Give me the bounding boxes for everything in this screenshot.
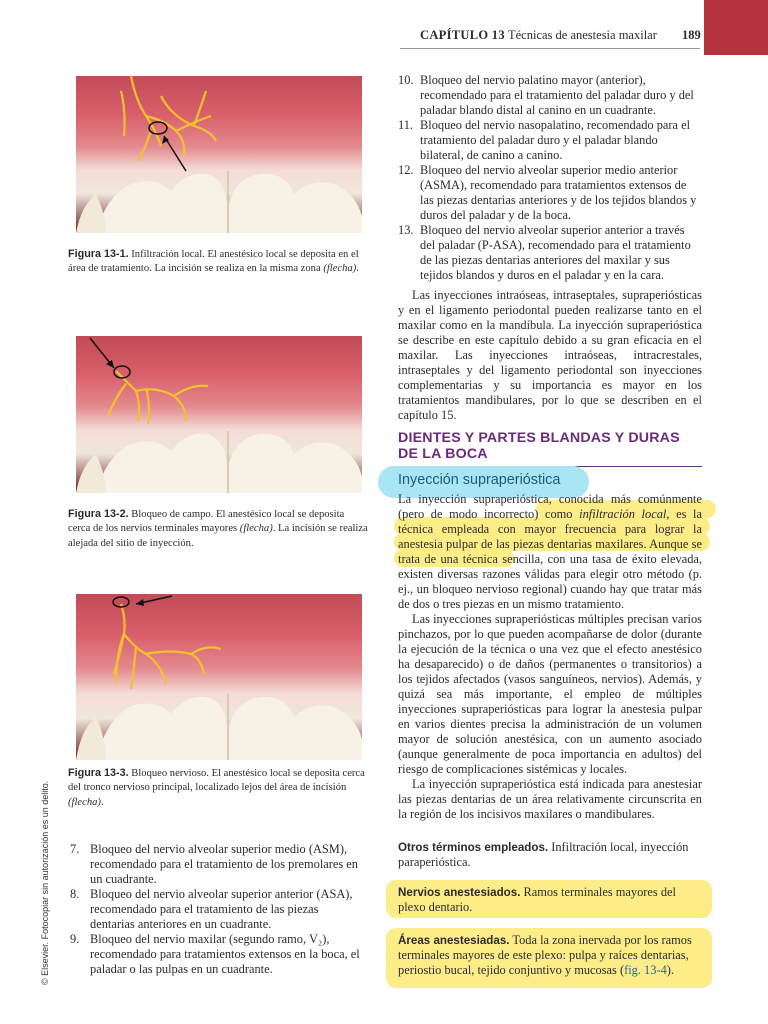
chapter-title: Técnicas de anestesia maxilar <box>508 28 657 42</box>
subsection-title: Inyección supraperióstica <box>398 472 561 488</box>
caption-label: Figura 13-3. <box>68 767 129 779</box>
nerve-lines <box>114 604 221 689</box>
paragraph-text: Las inyecciones intraóseas, intraseptales, supraperiósticas y en el ligamento periodontal pueden realizarse tanto en el maxilar como en la mandíbula. La inyección supraperióstica se describe en este capítulo debido a su gran eficacia en el maxilar. Las inyecciones intraóseas, intracrestales, intraseptales y del ligamento periodontal son inyecciones complementarias y su importancia es mayor en los tratamientos mandibulares, por lo que se describen en el capítulo 15. <box>398 288 702 422</box>
list-item <box>70 932 364 977</box>
note-nervios <box>398 885 702 915</box>
list-number: 8. <box>70 887 80 901</box>
copyright-text: © Elsevier. Fotocopiar sin autorización es un delito. <box>40 780 50 985</box>
section-title <box>398 430 702 462</box>
paragraph-text <box>398 492 702 612</box>
list-number: 12. <box>398 163 414 177</box>
gum-teeth-illustration-3 <box>76 594 362 760</box>
note-label: Áreas anestesiadas. <box>398 934 510 947</box>
text-run: , es la técnica empleada con mayor frecuencia para lograr la anestesia pulpar de las piezas dentarias maxilares. Aunque se trata de una técnica sencilla, con una tasa de éxito elevada, existen diversas razones válidas para elegir otro método (p. ej., un bloqueo nervioso regional) cuando hay que tratar más de dos o tres piezas en un mismo tratamiento. <box>398 507 702 611</box>
list-text: Bloqueo del nervio alveolar superior anterior a través del paladar (P-ASA), recomendado para el tratamiento de las piezas dentarias anteriores del maxilar y sus tejidos blandos y duros en el paladar y en la cara. <box>420 223 691 282</box>
caption-tail: . <box>356 263 359 275</box>
caption-text: Bloqueo nervioso. El anestésico local se deposita cerca del tronco nervioso principal, localizado lejos del área de incisión <box>68 768 365 794</box>
paragraph-text: Las inyecciones supraperiósticas múltiples precisan varios pinchazos, por lo que pueden acompañarse de dolor (durante la ejecución de la técnica o una vez que el efecto anestésico ha desaparecido) o de daños (permanentes o transitorios) a los tejidos afectados (vasos sanguíneos, nervios). Además, y quizá sea más importante, el empleo de múltiples inyecciones supraperiósticas para lograr la anestesia pulpar en varios dientes precisa la administración de un volumen mayor de solución anestésica, con un aumento asociado (aunque generalmente de poca importancia en adultos) del riesgo de complicaciones sistémicas y locales. <box>398 612 702 776</box>
note-label: Otros términos empleados. <box>398 841 549 854</box>
caption-text: Bloqueo de campo. El anestésico local se deposita cerca de los nervios terminales mayores <box>68 509 345 535</box>
text-run: La inyección supraperióstica, conocida más comúnmente (pero de modo incorrecto) como <box>398 492 702 521</box>
figure-13-1-photo <box>76 76 362 233</box>
note-text: Infiltración local, inyección paraperióstica. <box>398 840 689 869</box>
caption-text: Infiltración local. El anestésico local se deposita en el área de tratamiento. La incisión se realiza en la misma zona <box>68 249 359 275</box>
gum-teeth-illustration-2 <box>76 336 362 493</box>
left-numbered-list <box>70 842 364 977</box>
caption-tail: . <box>100 796 104 808</box>
note-areas <box>398 933 702 978</box>
paragraph-supraperiosteal <box>398 492 702 822</box>
figure-13-2-caption <box>68 507 368 551</box>
right-numbered-list <box>398 73 702 283</box>
list-text: Bloqueo del nervio alveolar superior medio (ASM), recomendado para el tratamiento de los premolares en un cuadrante. <box>90 842 359 886</box>
caption-italic: (flecha) <box>323 263 357 275</box>
page-number: 189 <box>682 28 701 42</box>
figure-13-2-photo <box>76 336 362 493</box>
list-item <box>70 887 364 932</box>
list-text: Bloqueo del nervio alveolar superior medio anterior (ASMA), recomendado para tratamientos extensos de las piezas dentarias anteriores y de los tejidos blandos y duros del paladar y de la boca. <box>420 163 697 222</box>
figure-reference-link[interactable]: fig. 13-4 <box>624 963 667 977</box>
list-number: 10. <box>398 73 414 87</box>
list-number: 9. <box>70 932 80 946</box>
list-text: Bloqueo del nervio maxilar (segundo ramo, V₂), recomendado para tratamientos extensos en la boca, el paladar o las pulpas en un cuadrante. <box>90 932 360 976</box>
caption-label: Figura 13-2. <box>68 508 129 520</box>
note-text: Ramos terminales mayores del plexo dentario. <box>398 885 676 914</box>
list-item <box>398 73 702 118</box>
caption-italic: (flecha) <box>239 523 273 535</box>
paragraph-text: La inyección supraperióstica está indicada para anestesiar las piezas dentarias de un área relativamente circunscrita en la región de los incisivos maxilares o mandibulares. <box>398 777 702 821</box>
list-text: Bloqueo del nervio palatino mayor (anterior), recomendado para el tratamiento del paladar duro y del paladar blando distal al canino en un cuadrante. <box>420 73 694 117</box>
header-rule <box>400 48 700 49</box>
list-item <box>70 842 364 887</box>
gum-teeth-illustration-1 <box>76 76 362 233</box>
note-label: Nervios anestesiados. <box>398 886 521 899</box>
injection-site-marker <box>149 122 167 134</box>
note-otros-terminos <box>398 840 702 870</box>
list-number: 13. <box>398 223 414 237</box>
chapter-color-tab <box>704 0 768 55</box>
running-header <box>400 22 700 40</box>
nerve-lines <box>121 76 216 161</box>
caption-tail: . La incisión se realiza alejada del sitio de inyección. <box>68 523 368 549</box>
text-italic: infiltración local <box>579 507 667 521</box>
list-text: Bloqueo del nervio nasopalatino, recomendado para el tratamiento del paladar duro y el paladar blando bilateral, de canino a canino. <box>420 118 691 162</box>
list-number: 11. <box>398 118 414 132</box>
paragraph-intro <box>398 288 702 423</box>
section-title-line: DIENTES Y PARTES BLANDAS Y DURAS <box>398 430 680 446</box>
caption-italic: (flecha) <box>68 796 101 808</box>
list-text: Bloqueo del nervio alveolar superior anterior (ASA), recomendado para el tratamiento de las piezas dentarias anteriores en un cuadrante. <box>90 887 353 931</box>
nerve-lines <box>108 371 208 424</box>
figure-13-3-photo <box>76 594 362 760</box>
list-item <box>398 223 702 283</box>
note-text: ). <box>666 963 674 977</box>
figure-13-3-caption <box>68 766 368 810</box>
caption-label: Figura 13-1. <box>68 248 129 260</box>
list-item <box>398 118 702 163</box>
list-item <box>398 163 702 223</box>
list-number: 7. <box>70 842 80 856</box>
note-text: Toda la zona inervada por los ramos terminales mayores de este plexo: pulpa y raíces dentarias, periostio bucal, tejido conjuntivo y mucosas ( <box>398 933 692 977</box>
chapter-label: CAPÍTULO 13 <box>420 28 505 42</box>
figure-13-1-caption <box>68 247 368 277</box>
section-title-line: DE LA BOCA <box>398 446 488 462</box>
